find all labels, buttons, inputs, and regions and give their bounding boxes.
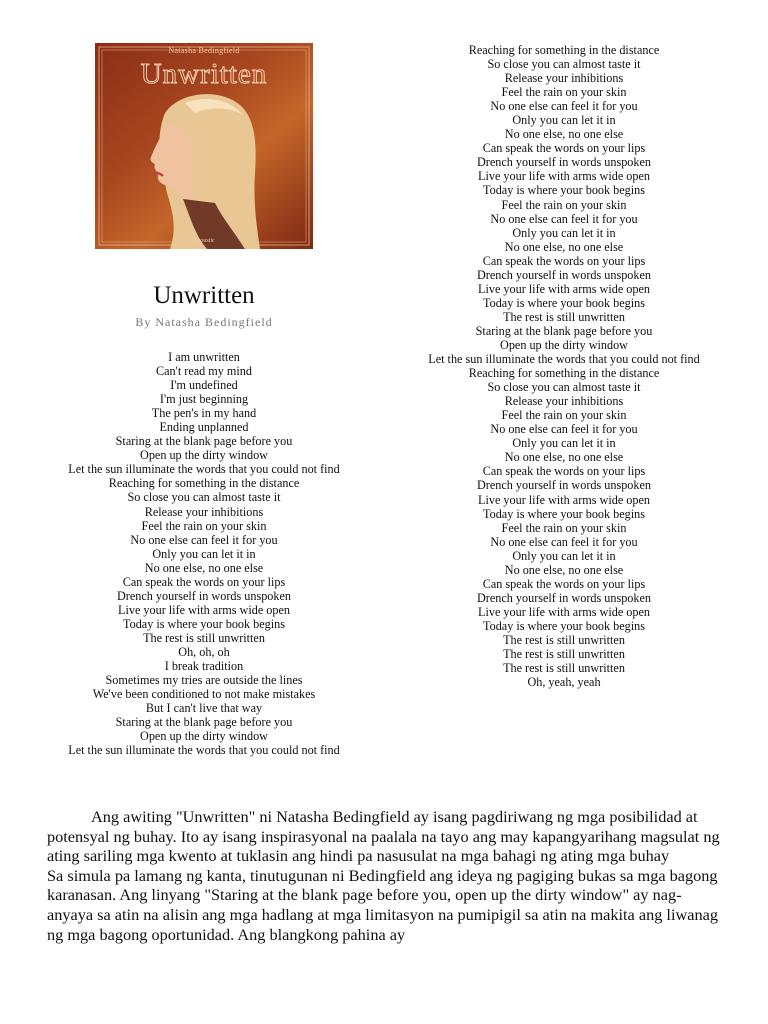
lyrics-column-left bbox=[50, 350, 358, 757]
lyric-line: Release your inhibitions bbox=[504, 71, 624, 86]
lyric-line: Can speak the words on your lips bbox=[482, 253, 646, 268]
cover-title: Unwritten bbox=[140, 58, 268, 90]
cover-subtitle: Acoustic bbox=[193, 238, 215, 244]
lyric-line: Today is where your book begins bbox=[483, 506, 645, 521]
lyric-line: No one else can feel it for you bbox=[490, 99, 638, 114]
lyric-line: No one else, no one else bbox=[504, 562, 624, 577]
lyric-line: Sometimes my tries are outside the lines bbox=[105, 673, 303, 688]
lyric-line: Release your inhibitions bbox=[144, 504, 264, 519]
lyric-line: Drench yourself in words unspoken bbox=[477, 478, 651, 493]
lyric-line: Reaching for something in the distance bbox=[468, 366, 660, 381]
lyrics-column-right bbox=[412, 43, 716, 689]
essay bbox=[47, 807, 727, 944]
lyric-line: The rest is still unwritten bbox=[503, 632, 625, 647]
lyric-line: Reaching for something in the distance bbox=[108, 476, 300, 491]
lyric-line: Can't read my mind bbox=[156, 364, 252, 379]
lyric-line: Open up the dirty window bbox=[140, 729, 268, 744]
lyric-line: Drench yourself in words unspoken bbox=[477, 267, 651, 282]
lyric-line: Reaching for something in the distance bbox=[468, 43, 660, 57]
lyric-line: The rest is still unwritten bbox=[143, 630, 265, 645]
lyric-line: Can speak the words on your lips bbox=[482, 464, 646, 479]
lyric-line: Feel the rain on your skin bbox=[501, 520, 627, 535]
lyric-line: Today is where your book begins bbox=[483, 295, 645, 310]
lyric-line: Feel the rain on your skin bbox=[501, 197, 627, 212]
lyric-line: Live your life with arms wide open bbox=[118, 602, 290, 617]
lyric-line: Feel the rain on your skin bbox=[141, 518, 267, 533]
lyric-line: Release your inhibitions bbox=[504, 394, 624, 409]
lyric-line: Oh, yeah, yeah bbox=[527, 675, 601, 690]
lyric-line: Can speak the words on your lips bbox=[122, 574, 286, 589]
lyric-line: No one else, no one else bbox=[144, 560, 264, 575]
lyric-line: Can speak the words on your lips bbox=[482, 576, 646, 591]
lyric-line: No one else, no one else bbox=[504, 127, 624, 142]
lyric-line: Staring at the blank page before you bbox=[115, 715, 293, 730]
essay-paragraph: Sa simula pa lamang ng kanta, tinutugunan ni Bedingfield ang ideya ng pagiging bukas sa mga bagong karanasan. Ang linyang "Staring at the blank page before you, open up the dirty window" ay nag-anyaya sa atin na alisin ang mga hadlang at mga limitasyon na pumipigil sa atin na makita ang liwanag ng mga bagong oportunidad. Ang blangkong pahina ay bbox=[47, 865, 718, 944]
lyric-line: Ending unplanned bbox=[159, 420, 249, 435]
lyric-line: Today is where your book begins bbox=[483, 618, 645, 633]
lyric-line: Open up the dirty window bbox=[500, 337, 628, 352]
lyric-line: Can speak the words on your lips bbox=[482, 141, 646, 156]
lyric-line: No one else, no one else bbox=[504, 239, 624, 254]
lyric-line: Drench yourself in words unspoken bbox=[117, 588, 291, 603]
lyric-line: Feel the rain on your skin bbox=[501, 85, 627, 100]
lyric-line: Live your life with arms wide open bbox=[478, 604, 650, 619]
song-title: Unwritten bbox=[153, 282, 255, 309]
lyric-line: Only you can let it in bbox=[512, 548, 616, 563]
lyric-line: Only you can let it in bbox=[512, 436, 616, 451]
lyric-line: Only you can let it in bbox=[152, 546, 256, 561]
song-byline: By Natasha Bedingfield bbox=[135, 315, 273, 329]
lyric-line: No one else can feel it for you bbox=[490, 534, 638, 549]
lyric-line: No one else can feel it for you bbox=[130, 532, 278, 547]
lyric-line: So close you can almost taste it bbox=[487, 380, 641, 395]
lyric-line: So close you can almost taste it bbox=[127, 490, 281, 505]
lyric-line: Staring at the blank page before you bbox=[475, 323, 653, 338]
lyric-line: Live your life with arms wide open bbox=[478, 169, 650, 184]
lyric-line: I am unwritten bbox=[168, 350, 240, 364]
lyric-line: Staring at the blank page before you bbox=[115, 434, 293, 449]
lyric-line: The rest is still unwritten bbox=[503, 661, 625, 676]
lyric-line: I break tradition bbox=[164, 659, 244, 674]
lyric-line: Drench yourself in words unspoken bbox=[477, 590, 651, 605]
lyric-line: But I can't live that way bbox=[145, 701, 263, 716]
lyric-line: Let the sun illuminate the words that you could not find bbox=[428, 352, 700, 367]
lyric-line: No one else can feel it for you bbox=[490, 422, 638, 437]
lyric-line: Live your life with arms wide open bbox=[478, 281, 650, 296]
cover-artist: Natasha Bedingfield bbox=[168, 46, 240, 55]
lyric-line: I'm just beginning bbox=[159, 392, 249, 407]
essay-paragraph: Ang awiting "Unwritten" ni Natasha Bedingfield ay isang pagdiriwang ng mga posibilidad at potensyal ng buhay. Ito ay isang inspirasyonal na paalala na tayo ang may kapangyarihang magsulat ng ating sariling mga kwento at tuklasin ang hindi pa nasusulat na mga bahagi ng ating mga buhay bbox=[47, 807, 720, 866]
lyric-line: Let the sun illuminate the words that you could not find bbox=[68, 462, 340, 477]
lyric-line: Oh, oh, oh bbox=[178, 644, 230, 659]
lyric-line: The pen's in my hand bbox=[151, 406, 257, 421]
lyric-line: Drench yourself in words unspoken bbox=[477, 155, 651, 170]
album-cover bbox=[95, 43, 313, 249]
lyric-line: No one else, no one else bbox=[504, 450, 624, 465]
lyric-line: The rest is still unwritten bbox=[503, 309, 625, 324]
lyric-line: Let the sun illuminate the words that you could not find bbox=[68, 743, 340, 758]
lyric-line: Today is where your book begins bbox=[483, 183, 645, 198]
lyric-line: Only you can let it in bbox=[512, 225, 616, 240]
lyric-line: Today is where your book begins bbox=[123, 616, 285, 631]
lyric-line: We've been conditioned to not make mistakes bbox=[92, 687, 316, 702]
lyric-line: Only you can let it in bbox=[512, 113, 616, 128]
lyric-line: Live your life with arms wide open bbox=[478, 492, 650, 507]
lyric-line: So close you can almost taste it bbox=[487, 57, 641, 72]
lyric-line: The rest is still unwritten bbox=[503, 647, 625, 662]
lyric-line: No one else can feel it for you bbox=[490, 211, 638, 226]
lyric-line: I'm undefined bbox=[170, 378, 238, 393]
lyric-line: Open up the dirty window bbox=[140, 448, 268, 463]
lyric-line: Feel the rain on your skin bbox=[501, 408, 627, 423]
